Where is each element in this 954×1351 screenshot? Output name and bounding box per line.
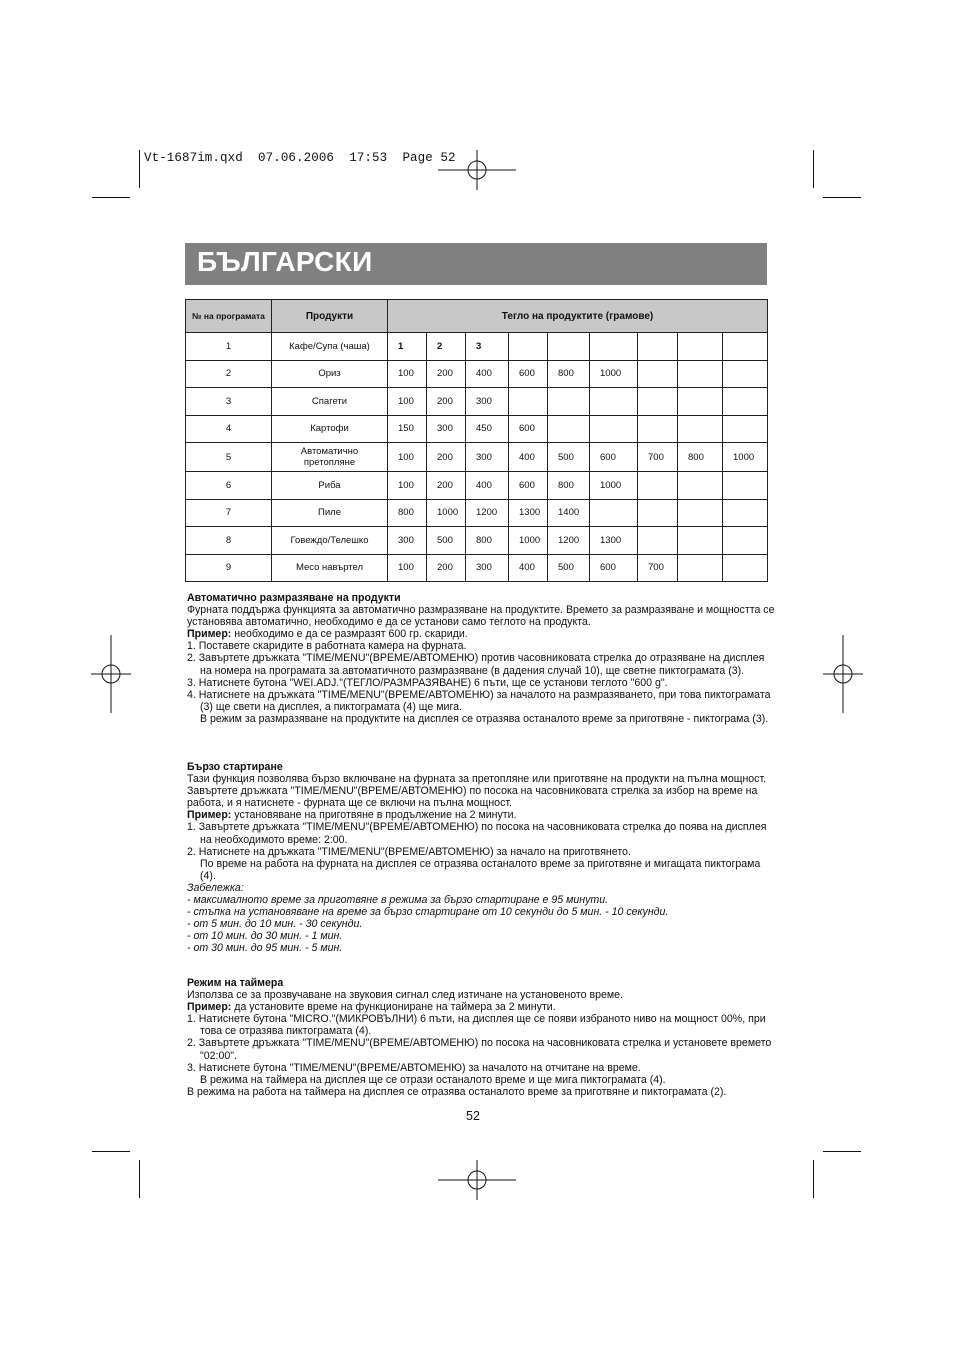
crop-mark (92, 197, 130, 198)
table-row (186, 415, 768, 443)
weight-cell (590, 499, 638, 527)
section-title: Бързо стартиране (187, 761, 283, 773)
crop-mark (823, 1151, 861, 1152)
list-item-continuation: По време на работа на фурната на дисплея се отразява останалото време за приготвяне и мигащата пиктограма (4). (200, 857, 761, 882)
program-number-cell: 7 (186, 499, 272, 527)
page-number: 52 (466, 1109, 480, 1123)
weight-cell: 600 (509, 360, 548, 388)
weight-cell (638, 472, 678, 500)
weight-cell (723, 333, 768, 361)
weight-cell (638, 415, 678, 443)
program-number-cell: 6 (186, 472, 272, 500)
weight-cell: 200 (427, 443, 466, 472)
example-label: Пример: (187, 1001, 232, 1014)
program-number-cell: 5 (186, 443, 272, 472)
weight-cell: 600 (590, 554, 638, 582)
weight-cell: 100 (388, 360, 427, 388)
weight-cell (638, 360, 678, 388)
weight-cell: 1000 (590, 360, 638, 388)
weight-cell (723, 415, 768, 443)
crop-mark (139, 150, 140, 188)
weight-cell: 450 (466, 415, 509, 443)
example-text: да установите време на функциониране на таймера за 2 минути. (231, 1001, 556, 1014)
crop-mark (139, 1160, 140, 1198)
section-defrost (187, 592, 777, 725)
list-item: 3. Натиснете бутона "TIME/MENU"(ВРЕМЕ/АВТОМЕНЮ) за началото на отчитане на време. (187, 1061, 641, 1074)
table-row (186, 499, 768, 527)
language-banner (185, 243, 767, 285)
page-title: БЪЛГАРСКИ (197, 246, 373, 277)
example-line (187, 1001, 777, 1013)
table-row (186, 388, 768, 416)
example-text: необходимо е да се размразят 600 гр. скариди. (231, 628, 468, 641)
weight-cell: 300 (466, 388, 509, 416)
example-line (187, 809, 777, 821)
weight-cell: 600 (509, 415, 548, 443)
weight-cell: 1000 (590, 472, 638, 500)
product-cell: Картофи (272, 415, 388, 443)
weight-cell (678, 499, 723, 527)
program-number-cell: 3 (186, 388, 272, 416)
file-slug: Vt-1687im.qxd 07.06.2006 17:53 Page 52 (144, 151, 456, 165)
weight-cell (723, 472, 768, 500)
weight-cell: 800 (466, 527, 509, 555)
product-cell: Кафе/Супа (чаша) (272, 333, 388, 361)
program-number-cell: 9 (186, 554, 272, 582)
weight-cell: 500 (548, 554, 590, 582)
weight-cell: 100 (388, 443, 427, 472)
table-row (186, 472, 768, 500)
registration-mark-icon (438, 1160, 516, 1200)
paragraph: В режима на работа на таймера на дисплея се отразява останалото време за приготвяне и пиктограмата (2). (187, 1085, 727, 1098)
weight-cell: 1300 (590, 527, 638, 555)
weight-cell: 600 (509, 472, 548, 500)
note-item: - от 5 мин. до 10 мин. - 30 секунди. (187, 918, 363, 931)
weight-cell: 400 (509, 443, 548, 472)
weight-cell (678, 527, 723, 555)
weight-cell: 1200 (466, 499, 509, 527)
weight-cell: 200 (427, 388, 466, 416)
weight-cell: 3 (466, 333, 509, 361)
weight-cell: 800 (678, 443, 723, 472)
weight-cell (678, 360, 723, 388)
table-header-row (186, 300, 768, 333)
weight-cell (678, 554, 723, 582)
example-label: Пример: (187, 628, 232, 641)
weight-cell: 300 (427, 415, 466, 443)
paragraph: Използва се за прозвучаване на звуковия сигнал след изтичане на установеното време. (187, 989, 624, 1002)
paragraph: Завъртете дръжката "TIME/MENU"(ВРЕМЕ/АВТОМЕНЮ) по посока на часовниковата стрелка за избор на време на работа, и я натиснете - фурната ще се включи на пълна мощност. (187, 785, 758, 810)
weight-cell: 800 (548, 360, 590, 388)
table-row (186, 527, 768, 555)
weight-cell (590, 388, 638, 416)
list-item: 2. Натиснете на дръжката "TIME/MENU"(ВРЕМЕ/АВТОМЕНЮ) за начало на приготвянето. (187, 845, 631, 858)
weight-cell: 1400 (548, 499, 590, 527)
weight-cell: 2 (427, 333, 466, 361)
paragraph: Тази функция позволява бързо включване на фурната за претопляне или приготвяне на продукти на пълна мощност. (187, 773, 767, 786)
program-number-cell: 2 (186, 360, 272, 388)
note-item: - от 10 мин. до 30 мин. - 1 мин. (187, 930, 343, 943)
weight-cell (678, 388, 723, 416)
program-number-cell: 8 (186, 527, 272, 555)
weight-cell: 1200 (548, 527, 590, 555)
weight-cell: 300 (466, 443, 509, 472)
paragraph: Фурната поддържа функцията за автоматично размразяване на продуктите. Времето за размразяване и мощността се установява автоматично, необходимо е да се установи само теглото на продукта. (187, 604, 775, 629)
crop-mark (813, 150, 814, 188)
product-cell: Месо навъртел (272, 554, 388, 582)
weight-cell (638, 333, 678, 361)
weight-cell: 1300 (509, 499, 548, 527)
example-text: установяване на приготвяне в продължение на 2 минути. (231, 809, 517, 822)
product-cell: Риба (272, 472, 388, 500)
program-number-cell: 4 (186, 415, 272, 443)
list-item: 3. Натиснете бутона "WEI.ADJ."(ТЕГЛО/РАЗМРАЗЯВАНЕ) 6 пъти, ще се установи теглото "600 g". (187, 676, 668, 689)
program-number-cell: 1 (186, 333, 272, 361)
list-item-continuation: В режима на таймера на дисплея ще се отрази останалото време и ще мига пиктограмата (4). (200, 1073, 666, 1086)
table-row (186, 554, 768, 582)
registration-mark-icon (823, 635, 863, 713)
weight-cell: 300 (466, 554, 509, 582)
weight-cell: 400 (466, 472, 509, 500)
weight-cell (509, 388, 548, 416)
weight-cell (548, 333, 590, 361)
weight-cell: 800 (548, 472, 590, 500)
weight-cell: 300 (388, 527, 427, 555)
programs-table (185, 299, 768, 582)
product-cell: Говеждо/Телешко (272, 527, 388, 555)
weight-cell: 600 (590, 443, 638, 472)
note-item: - максималното време за приготвяне в режима за бързо стартиране е 95 минути. (187, 894, 609, 907)
weight-cell: 700 (638, 443, 678, 472)
note-title: Забележка: (187, 881, 244, 894)
weight-cell: 500 (548, 443, 590, 472)
table-row (186, 360, 768, 388)
weight-cell: 1000 (509, 527, 548, 555)
weight-cell: 1000 (427, 499, 466, 527)
weight-cell (678, 333, 723, 361)
registration-mark-icon (91, 635, 131, 713)
weight-cell (548, 388, 590, 416)
example-line (187, 628, 777, 640)
weight-cell (509, 333, 548, 361)
weight-cell: 100 (388, 388, 427, 416)
weight-cell (678, 415, 723, 443)
section-timer (187, 977, 777, 1098)
header-program-no: № на програмата (186, 300, 272, 333)
weight-cell (723, 360, 768, 388)
weight-cell (548, 415, 590, 443)
list-item: 1. Завъртете дръжката "TIME/MENU"(ВРЕМЕ/АВТОМЕНЮ) по посока на часовниковата стрелка до поява на дисплея на необходимото време: 2:00. (187, 821, 767, 846)
weight-cell (638, 527, 678, 555)
list-item: 2. Завъртете дръжката "TIME/MENU"(ВРЕМЕ/АВТОМЕНЮ) против часовниковата стрелка до отразяване на дисплея на номера на програмата за автоматичното размразяване (в дадения случай 10), ще светне пиктограмата (3). (187, 652, 765, 677)
list-item: 4. Натиснете на дръжката "TIME/MENU"(ВРЕМЕ/АВТОМЕНЮ) за началото на размразяването, при това пиктограмата (3) ще свети на дисплея, а пиктограмата (4) ще мига. (187, 688, 771, 713)
list-item-continuation: В режим за размразяване на продуктите на дисплея се отразява останалото време за приготвяне - пиктограма (3). (200, 712, 769, 725)
list-item: 2. Завъртете дръжката "TIME/MENU"(ВРЕМЕ/АВТОМЕНЮ) по посока на часовниковата стрелка и установете времето "02:00". (187, 1037, 772, 1062)
weight-cell: 150 (388, 415, 427, 443)
weight-cell (590, 333, 638, 361)
weight-cell (590, 415, 638, 443)
table-row (186, 333, 768, 361)
weight-cell (723, 388, 768, 416)
weight-cell: 200 (427, 472, 466, 500)
product-cell: Пиле (272, 499, 388, 527)
product-cell: Спагети (272, 388, 388, 416)
weight-cell: 400 (509, 554, 548, 582)
section-quick-start (187, 761, 777, 955)
weight-cell (723, 554, 768, 582)
crop-mark (92, 1151, 130, 1152)
weight-cell (678, 472, 723, 500)
weight-cell (723, 499, 768, 527)
weight-cell (638, 388, 678, 416)
section-title: Режим на таймера (187, 977, 284, 989)
product-cell: Автоматично претопляне (272, 443, 388, 472)
table-row (186, 443, 768, 472)
note-item: - от 30 мин. до 95 мин. - 5 мин. (187, 942, 343, 955)
registration-mark-icon (438, 150, 516, 190)
weight-cell: 200 (427, 554, 466, 582)
weight-cell: 500 (427, 527, 466, 555)
header-weight: Тегло на продуктите (грамове) (388, 300, 768, 333)
product-cell: Ориз (272, 360, 388, 388)
list-item: 1. Поставете скаридите в работната камера на фурната. (187, 640, 467, 653)
weight-cell: 400 (466, 360, 509, 388)
crop-mark (813, 1160, 814, 1198)
weight-cell: 800 (388, 499, 427, 527)
weight-cell: 100 (388, 472, 427, 500)
header-products: Продукти (272, 300, 388, 333)
weight-cell: 1 (388, 333, 427, 361)
weight-cell: 200 (427, 360, 466, 388)
crop-mark (823, 197, 861, 198)
section-title: Автоматично размразяване на продукти (187, 592, 401, 604)
weight-cell (638, 499, 678, 527)
note-item: - стъпка на установяване на време за бързо стартиране от 10 секунди до 5 мин. - 10 секунди. (187, 906, 669, 919)
list-item: 1. Натиснете бутона "MICRO."(МИКРОВЪЛНИ) 6 пъти, на дисплея ще се появи избраното ниво на мощност 00%, при това се отразява пиктограмата (4). (187, 1013, 766, 1038)
weight-cell: 700 (638, 554, 678, 582)
weight-cell (723, 527, 768, 555)
weight-cell: 100 (388, 554, 427, 582)
weight-cell: 1000 (723, 443, 768, 472)
example-label: Пример: (187, 809, 232, 822)
